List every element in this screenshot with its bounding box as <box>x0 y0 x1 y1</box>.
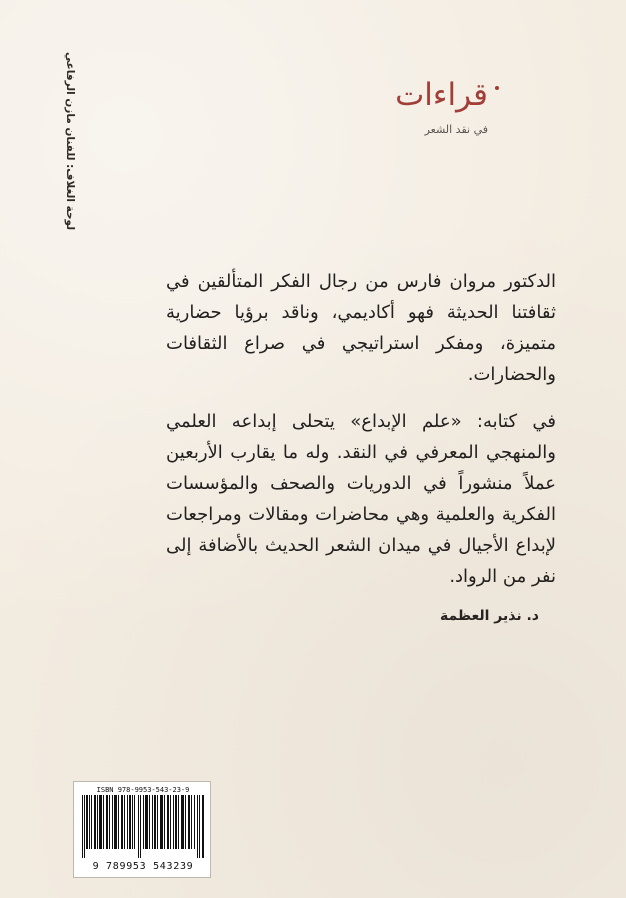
barcode-icon <box>82 795 204 858</box>
series-logo <box>395 77 506 148</box>
logo-subtitle: في نقد الشعر <box>424 123 488 136</box>
cover-artist-credit: لوحة الغلاف: للفنان مازن الرفاعي <box>64 51 76 230</box>
blurb-paragraph-2: في كتابه: «علم الإبداع» يتحلى إبداعه العلمي والمنهجي المعرفي في النقد. وله ما يقارب الأربعين عملاً منشوراً في الدوريات والصحف والمؤسسات الفكرية والعلمية وهي محاضرات ومقالات ومراجعات لإبداع الأجيال في ميدان الشعر الحديث بالأضافة إلى نفر من الرواد. <box>166 411 556 587</box>
isbn-text: ISBN 978-9953-543-23-9 <box>96 786 190 794</box>
blurb-author: د. نذير العظمة <box>439 608 539 624</box>
barcode-panel <box>73 781 211 878</box>
logo-ornament-icon <box>495 86 499 90</box>
blurb-text <box>166 266 556 608</box>
barcode-digits: 9 789953 543239 <box>92 861 194 872</box>
blurb-paragraph-1: الدكتور مروان فارس من رجال الفكر المتألقين في ثقافتنا الحديثة فهو أكاديمي، وناقد برؤيا حضارية متميزة، ومفكر استراتيجي في صراع الثقافات والحضارات. <box>166 271 556 385</box>
logo-title: قراءات <box>395 77 488 113</box>
